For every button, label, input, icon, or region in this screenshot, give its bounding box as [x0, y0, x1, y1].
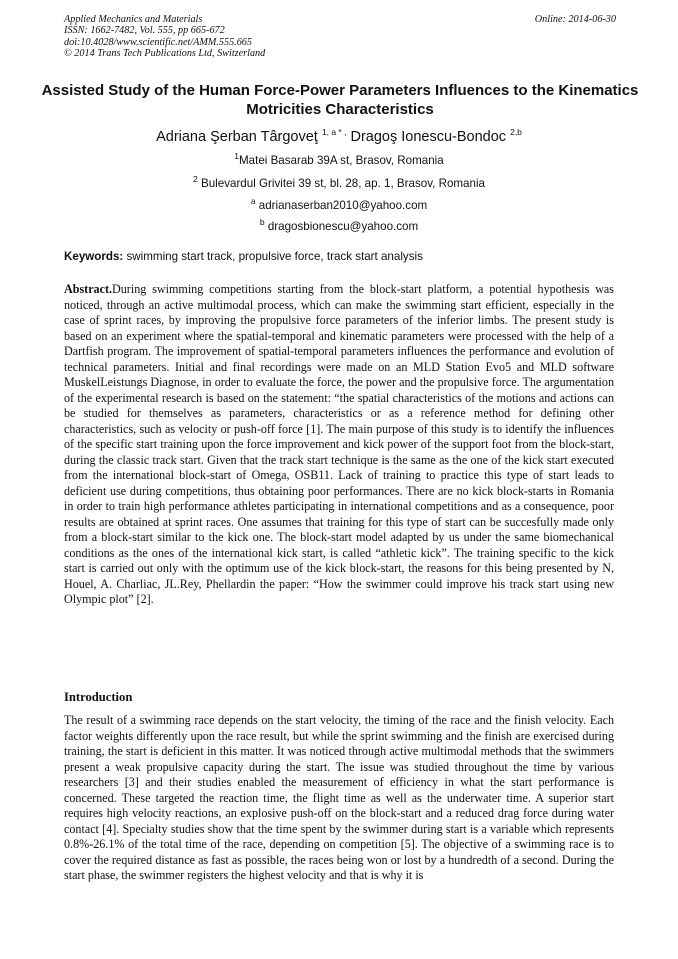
- keywords-label: Keywords:: [64, 250, 124, 263]
- journal-header: [64, 14, 616, 60]
- email-1-marker: a: [250, 196, 256, 206]
- affiliation-2-text: Bulevardul Grivitei 39 st, bl. 28, ap. 1, Brasov, Romania: [201, 176, 485, 190]
- email-1-text: adrianaserban2010@yahoo.com: [258, 198, 428, 212]
- email-2: [0, 215, 678, 234]
- affiliation-1-marker: 1: [234, 151, 239, 161]
- affiliation-1-text: Matei Basarab 39A st, Brasov, Romania: [239, 153, 444, 167]
- affiliation-2: [0, 172, 678, 191]
- journal-name: Applied Mechanics and Materials: [64, 14, 203, 25]
- author-2-name: Dragoş Ionescu-Bondoc: [350, 128, 507, 145]
- author-2-superscript: 2,b: [510, 127, 522, 137]
- abstract-text: During swimming competitions starting from the block-start platform, a potential hypothesis was noticed, through an active multimodal process, which can make the swimming start efficient, especially in the case of sprint races, by improving the propulsive force parameters of the inferior limbs. The present study is based on an experiment where the spatial-temporal and kinematic parameters were processed with the help of a Dartfish program. The improvement of spatial-temporal parameters influences the performance and evolution of technical parameters. Initial and final recordings were made on an MLD Station Evo5 and MLD software MuskelLeistungs Diagnose, in order to evaluate the force, the power and the propulsive force. The argumentation of the experimental research is based on the statement: “the spatial characteristics of the motions and actions can be studied for themselves as parameters, characteristics or as a reference method for defining other characteristics, such as velocity or push-off force [1]. The main purpose of this study is to identify the influences of the specific start training upon the force improvement and kick power of the support foot from the block-start, during the classic track start. Given that the track start technique is the same as the one of the kick start executed from the international block-start of Omega, OSB11. Lack of training to practice this type of start leads to deficient use during competitions, thus obtaining poor performances. There are no kick block-starts in Romania in order to train high performance athletes participating in international competitions and as a consequence, poor results are obtained at sprint races. One assumes that training for this type of start can be succesfully made only from a block-start similar to the kick one. The block-start model adapted by us under the same biomechanical conditions as the ones of the international kick start, is called “athletic kick”. The training specific to the kick start is carried out only with the optimum use of the kick block-start, the reasons for this being presented by N, Houel, A. Charliac, JL.Rey, Phellardin the paper: “How the swimmer could improve his track start using new Olympic plot” [2].: [64, 282, 614, 606]
- affiliation-2-marker: 2: [193, 174, 198, 184]
- issn-line: ISSN: 1662-7482, Vol. 555, pp 665-672: [64, 25, 225, 37]
- author-line: [0, 124, 678, 146]
- abstract: [64, 282, 614, 608]
- author-1-superscript: 1, a * ,: [321, 127, 347, 137]
- copyright-line: © 2014 Trans Tech Publications Ltd, Switzerland: [64, 48, 266, 60]
- abstract-label: Abstract.: [64, 282, 113, 296]
- introduction-text: The result of a swimming race depends on the start velocity, the timing of the race and the finish velocity. Each factor weights differently upon the race result, but while the sprint swimming and the finish are exercised during training, the start is deficient in this matter. It was noticed through active multimodal methods that the swimmers present a weak propulsive capacity during the start. The issue was studied throughout the time by various researchers [3] and their studies enabled the measurement of efficiency in what the start performance is concerned. These targeted the reaction time, the flight time as well as the underwater time. A superior start requires high velocity reactions, an explosive push-off on the block-start and a reduced drag force during water contact [4]. Specialty studies show that the time spent by the swimmer during start is a variable which represents 0.8%-26.1% of the total time of the race, depending on competition [5]. The objective of a swimming race is to cover the required distance as fast as possible, the races being won or lost by a hundredth of a second. During the start phase, the swimmer registers the highest velocity and that is why it is: [64, 713, 614, 882]
- doi-line: doi:10.4028/www.scientific.net/AMM.555.665: [64, 36, 252, 48]
- email-2-marker: b: [259, 217, 265, 227]
- keywords: [64, 250, 624, 263]
- author-1-name: Adriana Şerban Târgoveţ: [156, 128, 318, 145]
- online-date: Online: 2014-06-30: [534, 14, 616, 25]
- affiliation-1: [0, 149, 678, 168]
- email-1: [0, 194, 678, 213]
- keywords-text: swimming start track, propulsive force, track start analysis: [123, 250, 423, 263]
- email-2-text: dragosbionescu@yahoo.com: [267, 219, 419, 233]
- paper-title: Assisted Study of the Human Force-Power Parameters Influences to the Kinematics Motricities Characteristics: [41, 82, 639, 118]
- introduction-heading: Introduction: [64, 690, 133, 704]
